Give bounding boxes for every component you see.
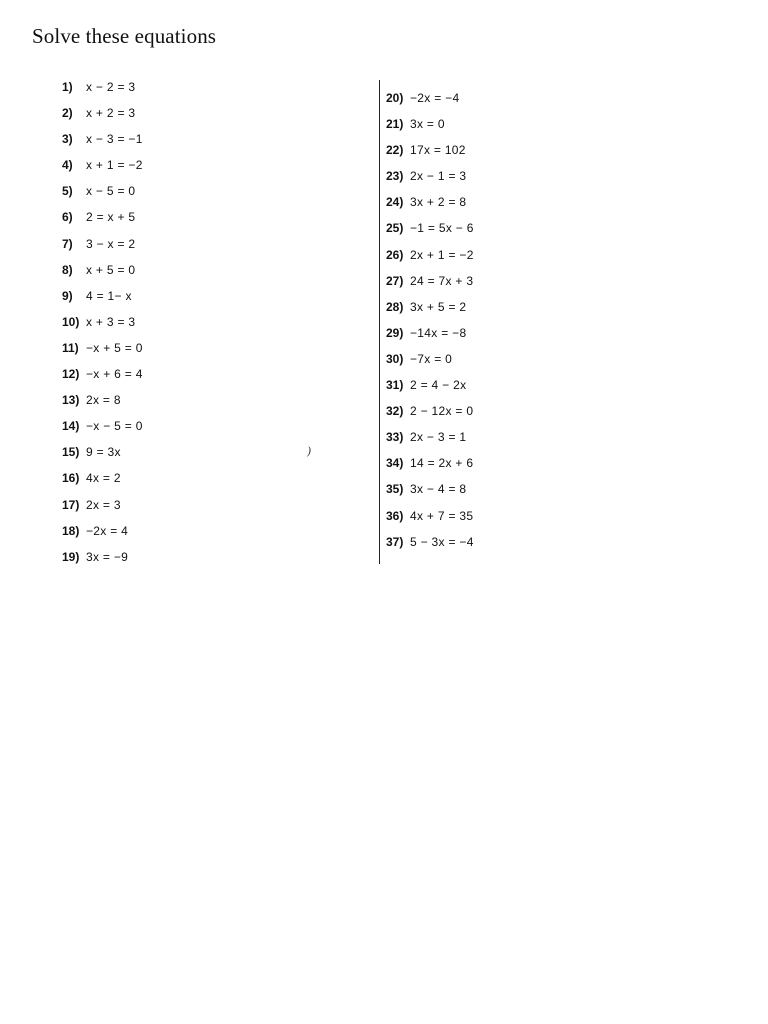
equation-number: 5) [62, 184, 73, 199]
equation-item [386, 141, 474, 167]
equation-item [386, 480, 474, 506]
equation-text: −x + 6 = 4 [86, 367, 143, 382]
equation-text: −1 = 5x − 6 [410, 221, 474, 236]
equation-text: 2x + 1 = −2 [410, 247, 474, 262]
equation-text: −x + 5 = 0 [86, 340, 143, 355]
equation-item [386, 324, 474, 350]
equation-number: 11) [62, 340, 79, 355]
equation-number: 35) [386, 482, 404, 497]
equation-item [62, 548, 143, 574]
equation-number: 20) [386, 91, 404, 105]
equation-number: 14) [62, 419, 80, 434]
equation-item [62, 261, 143, 287]
equation-text: x + 1 = −2 [86, 158, 143, 173]
equation-item [62, 104, 143, 130]
equation-item [62, 417, 143, 443]
equation-item [62, 443, 143, 469]
equation-number: 15) [62, 445, 80, 460]
equation-text: −2x = 4 [86, 523, 129, 538]
equation-text: 4x = 2 [86, 471, 121, 486]
equation-list-right [386, 89, 474, 559]
equation-text: 14 = 2x + 6 [410, 456, 474, 471]
equation-number: 2) [62, 106, 73, 121]
equation-item [62, 522, 143, 548]
equation-list-left [62, 78, 143, 574]
page-title: Solve these equations [32, 24, 217, 48]
equation-text: 9 = 3x [86, 445, 121, 460]
equation-text: x − 3 = −1 [86, 132, 143, 147]
equation-item [386, 454, 474, 480]
equation-number: 24) [386, 195, 404, 210]
equation-text: 2x = 3 [86, 497, 121, 512]
equation-item [386, 376, 474, 402]
equation-text: x − 2 = 3 [86, 80, 136, 94]
equation-item [62, 235, 143, 261]
equation-number: 6) [62, 210, 73, 225]
equation-item [386, 167, 474, 193]
equation-item [386, 428, 474, 454]
equation-number: 37) [386, 534, 404, 549]
equation-number: 29) [386, 325, 404, 340]
equation-number: 34) [386, 456, 404, 471]
equation-item [62, 182, 143, 208]
equation-number: 36) [386, 508, 404, 523]
equation-text: 2 − 12x = 0 [410, 404, 474, 419]
equation-number: 30) [386, 351, 404, 366]
equation-text: 3x + 5 = 2 [410, 299, 467, 314]
equation-text: x + 3 = 3 [86, 314, 136, 329]
equation-item [386, 219, 474, 245]
equation-item [386, 89, 474, 115]
equation-number: 12) [62, 367, 80, 382]
equation-item [386, 115, 474, 141]
equation-text: x + 5 = 0 [86, 262, 136, 277]
equation-number: 9) [62, 288, 73, 303]
equation-item [62, 156, 143, 182]
equation-item [62, 365, 143, 391]
equation-item [62, 339, 143, 365]
equation-text: 3x − 4 = 8 [410, 482, 467, 497]
equation-number: 21) [386, 117, 404, 132]
equation-number: 8) [62, 262, 73, 277]
equation-text: 2 = x + 5 [86, 210, 136, 225]
equation-number: 17) [62, 497, 80, 512]
equation-number: 1) [62, 80, 73, 94]
equation-item [386, 246, 474, 272]
column-divider [379, 80, 380, 564]
equation-number: 27) [386, 273, 404, 288]
equation-item [62, 496, 143, 522]
equation-item [62, 130, 143, 156]
equation-number: 28) [386, 299, 404, 314]
equation-text: −x − 5 = 0 [86, 419, 143, 434]
equation-item [386, 402, 474, 428]
equation-number: 25) [386, 221, 404, 236]
equation-text: 3x = −9 [86, 549, 129, 564]
equation-number: 4) [62, 158, 73, 173]
equation-text: x + 2 = 3 [86, 106, 136, 121]
equation-text: 2x − 3 = 1 [410, 430, 467, 445]
equation-text: −2x = −4 [410, 91, 460, 105]
equation-text: 24 = 7x + 3 [410, 273, 474, 288]
equation-text: −14x = −8 [410, 325, 467, 340]
equation-number: 18) [62, 523, 80, 538]
equation-item [386, 272, 474, 298]
equation-number: 26) [386, 247, 404, 262]
equation-number: 22) [386, 143, 404, 158]
equation-item [62, 287, 143, 313]
equation-item [62, 469, 143, 495]
equation-number: 19) [62, 549, 80, 564]
equation-number: 10) [62, 314, 80, 329]
equation-item [386, 507, 474, 533]
equation-text: 4x + 7 = 35 [410, 508, 474, 523]
equation-item [386, 533, 474, 559]
equation-number: 13) [62, 393, 80, 408]
equation-item [62, 78, 143, 104]
equation-text: 3x + 2 = 8 [410, 195, 467, 210]
equation-item [386, 350, 474, 376]
equation-text: 2 = 4 − 2x [410, 378, 467, 393]
stray-mark: ) [307, 445, 312, 458]
equation-item [62, 208, 143, 234]
equation-number: 3) [62, 132, 73, 147]
equation-text: x − 5 = 0 [86, 184, 136, 199]
equation-text: 3x = 0 [410, 117, 445, 132]
equation-text: −7x = 0 [410, 351, 453, 366]
equation-text: 3 − x = 2 [86, 236, 136, 251]
equation-number: 32) [386, 404, 404, 419]
equation-item [386, 193, 474, 219]
equation-number: 23) [386, 169, 404, 184]
equation-number: 33) [386, 430, 404, 445]
equation-item [62, 313, 143, 339]
equation-item [386, 298, 474, 324]
equation-text: 2x = 8 [86, 393, 121, 408]
equation-number: 7) [62, 236, 73, 251]
equation-item [62, 391, 143, 417]
equation-text: 2x − 1 = 3 [410, 169, 467, 184]
equation-number: 16) [62, 471, 80, 486]
equation-text: 4 = 1− x [86, 288, 132, 303]
equation-text: 17x = 102 [410, 143, 466, 158]
equation-number: 31) [386, 378, 404, 393]
equation-text: 5 − 3x = −4 [410, 534, 474, 549]
